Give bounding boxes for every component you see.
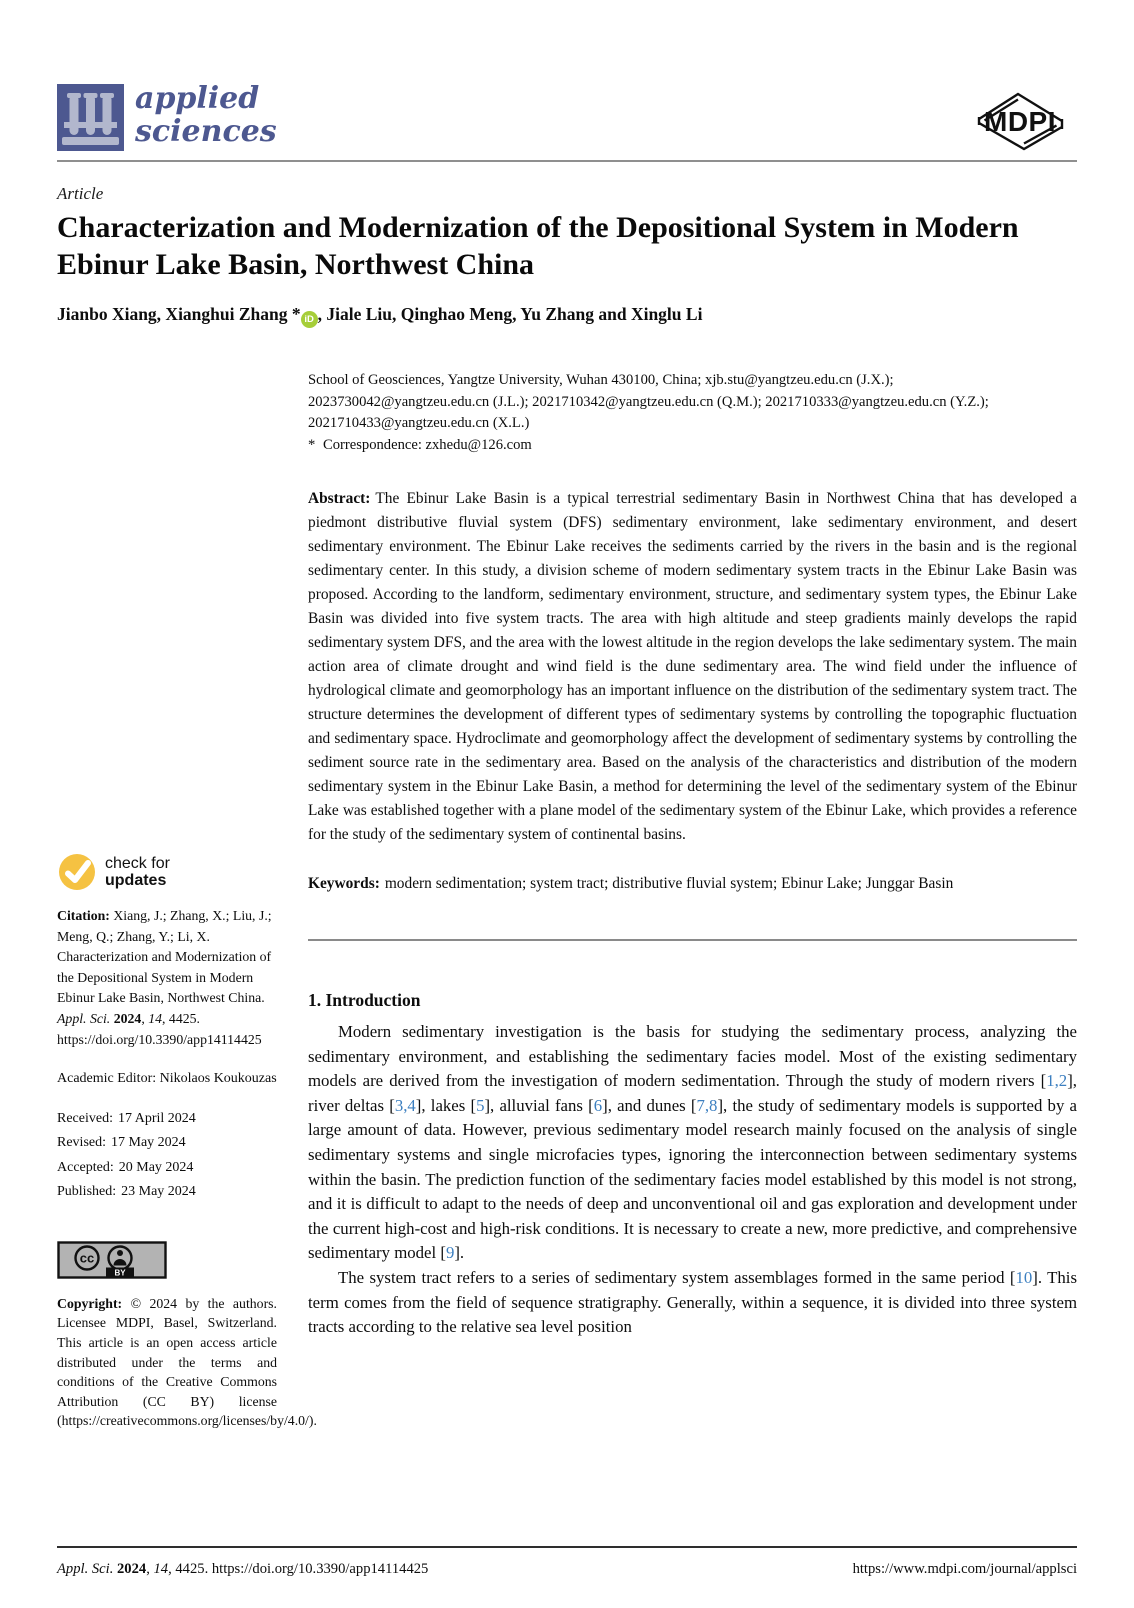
keywords [308,872,1077,896]
copyright-label: Copyright: [57,1295,131,1311]
abstract-label: Abstract: [308,490,371,507]
published-date: Published: 23 May 2024 [57,1184,196,1200]
academic-editor-name: Nikolaos Koukouzas [159,1071,277,1087]
keywords-label: Keywords: [308,875,380,892]
affiliation: School of Geosciences, Yangtze University, Wuhan 430100, China; xjb.stu@yangtzeu.edu.cn (J.X.); 2023730042@yangtzeu.edu.cn (J.L.); 2021710342@yangtzeu.edu.cn (Q.M.); 2021710333@yangtzeu.edu.cn (Y.Z.); 2021710433@yangtzeu.edu.cn (X.L.) [308,372,989,431]
reference-link[interactable]: 3,4 [394,1095,416,1115]
citation-label: Citation: [57,908,114,923]
abstract [308,487,1077,847]
citation-text: Xiang, J.; Zhang, X.; Liu, J.; Meng, Q.; Zhang, Y.; Li, X. Characterization and Modernization of the Depositional System in Modern Ebinur Lake Basin, Northwest China. [57,908,272,1006]
history-dates [57,1107,277,1205]
title-block [57,184,1077,328]
academic-editor-label: Academic Editor: [57,1071,160,1087]
copyright-text: © 2024 by the authors. Licensee MDPI, Basel, Switzerland. This article is an open access article distributed under the terms and conditions of the Creative Commons Attribution (CC BY) license (https://creativecommons.org/licenses/by/4.0/). [57,1295,317,1429]
citation-year: 2024 [113,1010,142,1026]
mdpi-logo-text: MDPI [984,106,1056,137]
footer-citation: Appl. Sci. 2024, 14, 4425. https://doi.org/10.3390/app14114425 [57,1561,429,1577]
reference-link[interactable]: 6 [593,1095,603,1115]
footer-journal-url[interactable]: https://www.mdpi.com/journal/applsci [852,1561,1077,1577]
check-for-updates-label: check for updates [105,855,170,889]
section-heading-introduction: 1. Introduction [308,990,421,1010]
keywords-text: modern sedimentation; system tract; distributive fluvial system; Ebinur Lake; Junggar Basin [384,875,954,892]
footer-doi-link[interactable]: https://doi.org/10.3390/app14114425 [211,1561,429,1577]
article-type-label: Article [57,184,104,203]
content-columns [57,368,1077,1431]
authors-after-orcid: , Jiale Liu, Qinghao Meng, Yu Zhang and Xinglu Li [317,304,703,324]
abstract-text: The Ebinur Lake Basin is a typical terrestrial sedimentary Basin in Northwest China that has developed a piedmont distributive fluvial system (DFS) sedimentary environment, lake sedimentary environment, and desert sedimentary environment. The Ebinur Lake receives the sediments carried by the rivers in the basin and is the regional sedimentary center. In this study, a division scheme of modern sedimentary system tracts in the Ebinur Lake Basin was proposed. According to the landform, sedimentary environment, structure, and sedimentary system types, the Ebinur Lake Basin was divided into five system tracts. The area with high altitude and steep gradients mainly develops the rapid sedimentary system DFS, and the area with the lowest altitude in the region develops the lake sedimentary system. The main action area of climate drought and wind field is the dune sedimentary area. The wind field under the influence of hydrological climate and geomorphology has an important influence on the distribution of the sedimentary system tract. The structure determines the development of different types of sedimentary systems by controlling the topographic fluctuation and sedimentary space. Hydroclimate and geomorphology affect the development of sedimentary systems by controlling the sediment source rate in the sedimentary area. Based on the analysis of the characteristics and distribution of the modern sedimentary system in the Ebinur Lake Basin, a method for determining the level of the sedimentary system of the Ebinur Lake was established together with a plane model of the sedimentary system of the Ebinur Lake, which provides a reference for the study of the sedimentary system of continental basins. [308,490,1077,843]
cc-text: cc [79,1250,95,1266]
check-icon [57,852,97,892]
revised-date: Revised: 17 May 2024 [57,1135,186,1151]
academic-editor-block [57,1069,277,1090]
reference-link[interactable]: 10 [1015,1267,1033,1287]
journal-logo [57,81,277,151]
mdpi-logo-icon [965,84,1077,156]
footer-divider [57,1546,1077,1548]
authors-before-orcid: Jianbo Xiang, Xianghui Zhang * [57,304,301,324]
header-divider [57,160,1077,162]
received-date: Received: 17 April 2024 [57,1110,196,1126]
by-text: BY [114,1268,126,1278]
page-footer [57,1561,1077,1578]
reference-link[interactable]: 5 [476,1095,485,1115]
reference-link[interactable]: 7,8 [696,1095,718,1115]
citation-journal: Appl. Sci. [57,1010,114,1026]
margin-sidebar [57,368,317,1431]
reference-link[interactable]: 9 [445,1243,455,1263]
citation-block: Citation: Xiang, J.; Zhang, X.; Liu, J.; Meng, Q.; Zhang, Y.; Li, X. Characterization and Modernization of the Depositional System in Modern Ebinur Lake Basin, Northwest China. Appl. Sci. 2024, 14, 4425. https://doi.org/10.3390/app14114425 [57,908,272,1047]
journal-name-line1: applied [135,81,260,116]
correspondence-text: Correspondence: zxhedu@126.com [323,436,532,453]
citation-volume: 14 [148,1010,163,1026]
accepted-date: Accepted: 20 May 2024 [57,1159,194,1175]
page-title: Characterization and Modernization of the Depositional System in Modern Ebinur Lake Basin, Northwest China [57,211,1019,281]
reference-link[interactable]: 1,2 [1046,1071,1068,1091]
journal-name-line2: sciences [135,114,277,149]
check-for-updates-button[interactable] [57,852,277,892]
applied-sciences-logo-icon [57,84,124,151]
correspondence-line [308,435,1077,457]
journal-name [135,82,277,148]
correspondence-star: * [308,436,316,453]
copyright-block [57,1294,317,1431]
intro-paragraph-1: Modern sedimentary investigation is the basis for studying the sedimentary process, analyzing the sedimentary environment, and establishing the sedimentary facies model. Most of the existing sedimentary models are derived from the investigation of modern sedimentation. Through the study of modern rivers [1,2], river deltas [3,4], lakes [5], alluvial fans [6], and dunes [7,8], the study of sedimentary models is supported by a large amount of data. However, previous sedimentary model research mainly focused on the analysis of single sedimentary systems and single microfacies types, ignoring the interconnection between sedimentary systems within the basin. The prediction function of the sedimentary facies model established by this model is not strong, and it is difficult to adapt to the needs of deep and unconventional oil and gas exploration and development under the current high-cost and high-risk conditions. It is necessary to create a new, more predictive, and comprehensive sedimentary model [9]. [308,1022,1077,1263]
intro-paragraph-2: The system tract refers to a series of sedimentary system assemblages formed in the same period [10]. This term comes from the field of sequence stratigraphy. Generally, within a sequence, it is divided into three system tracts according to the relative sea level position [308,1267,1077,1337]
orcid-icon[interactable]: iD [301,311,318,328]
citation-doi-link[interactable]: https://doi.org/10.3390/app14114425 [57,1031,262,1047]
author-line [57,304,1077,328]
cc-by-license-icon[interactable] [57,1241,167,1279]
keywords-divider [308,939,1077,941]
citation-pages: , 4425. [162,1010,200,1026]
main-column [308,368,1077,1431]
page-header [57,81,1077,154]
